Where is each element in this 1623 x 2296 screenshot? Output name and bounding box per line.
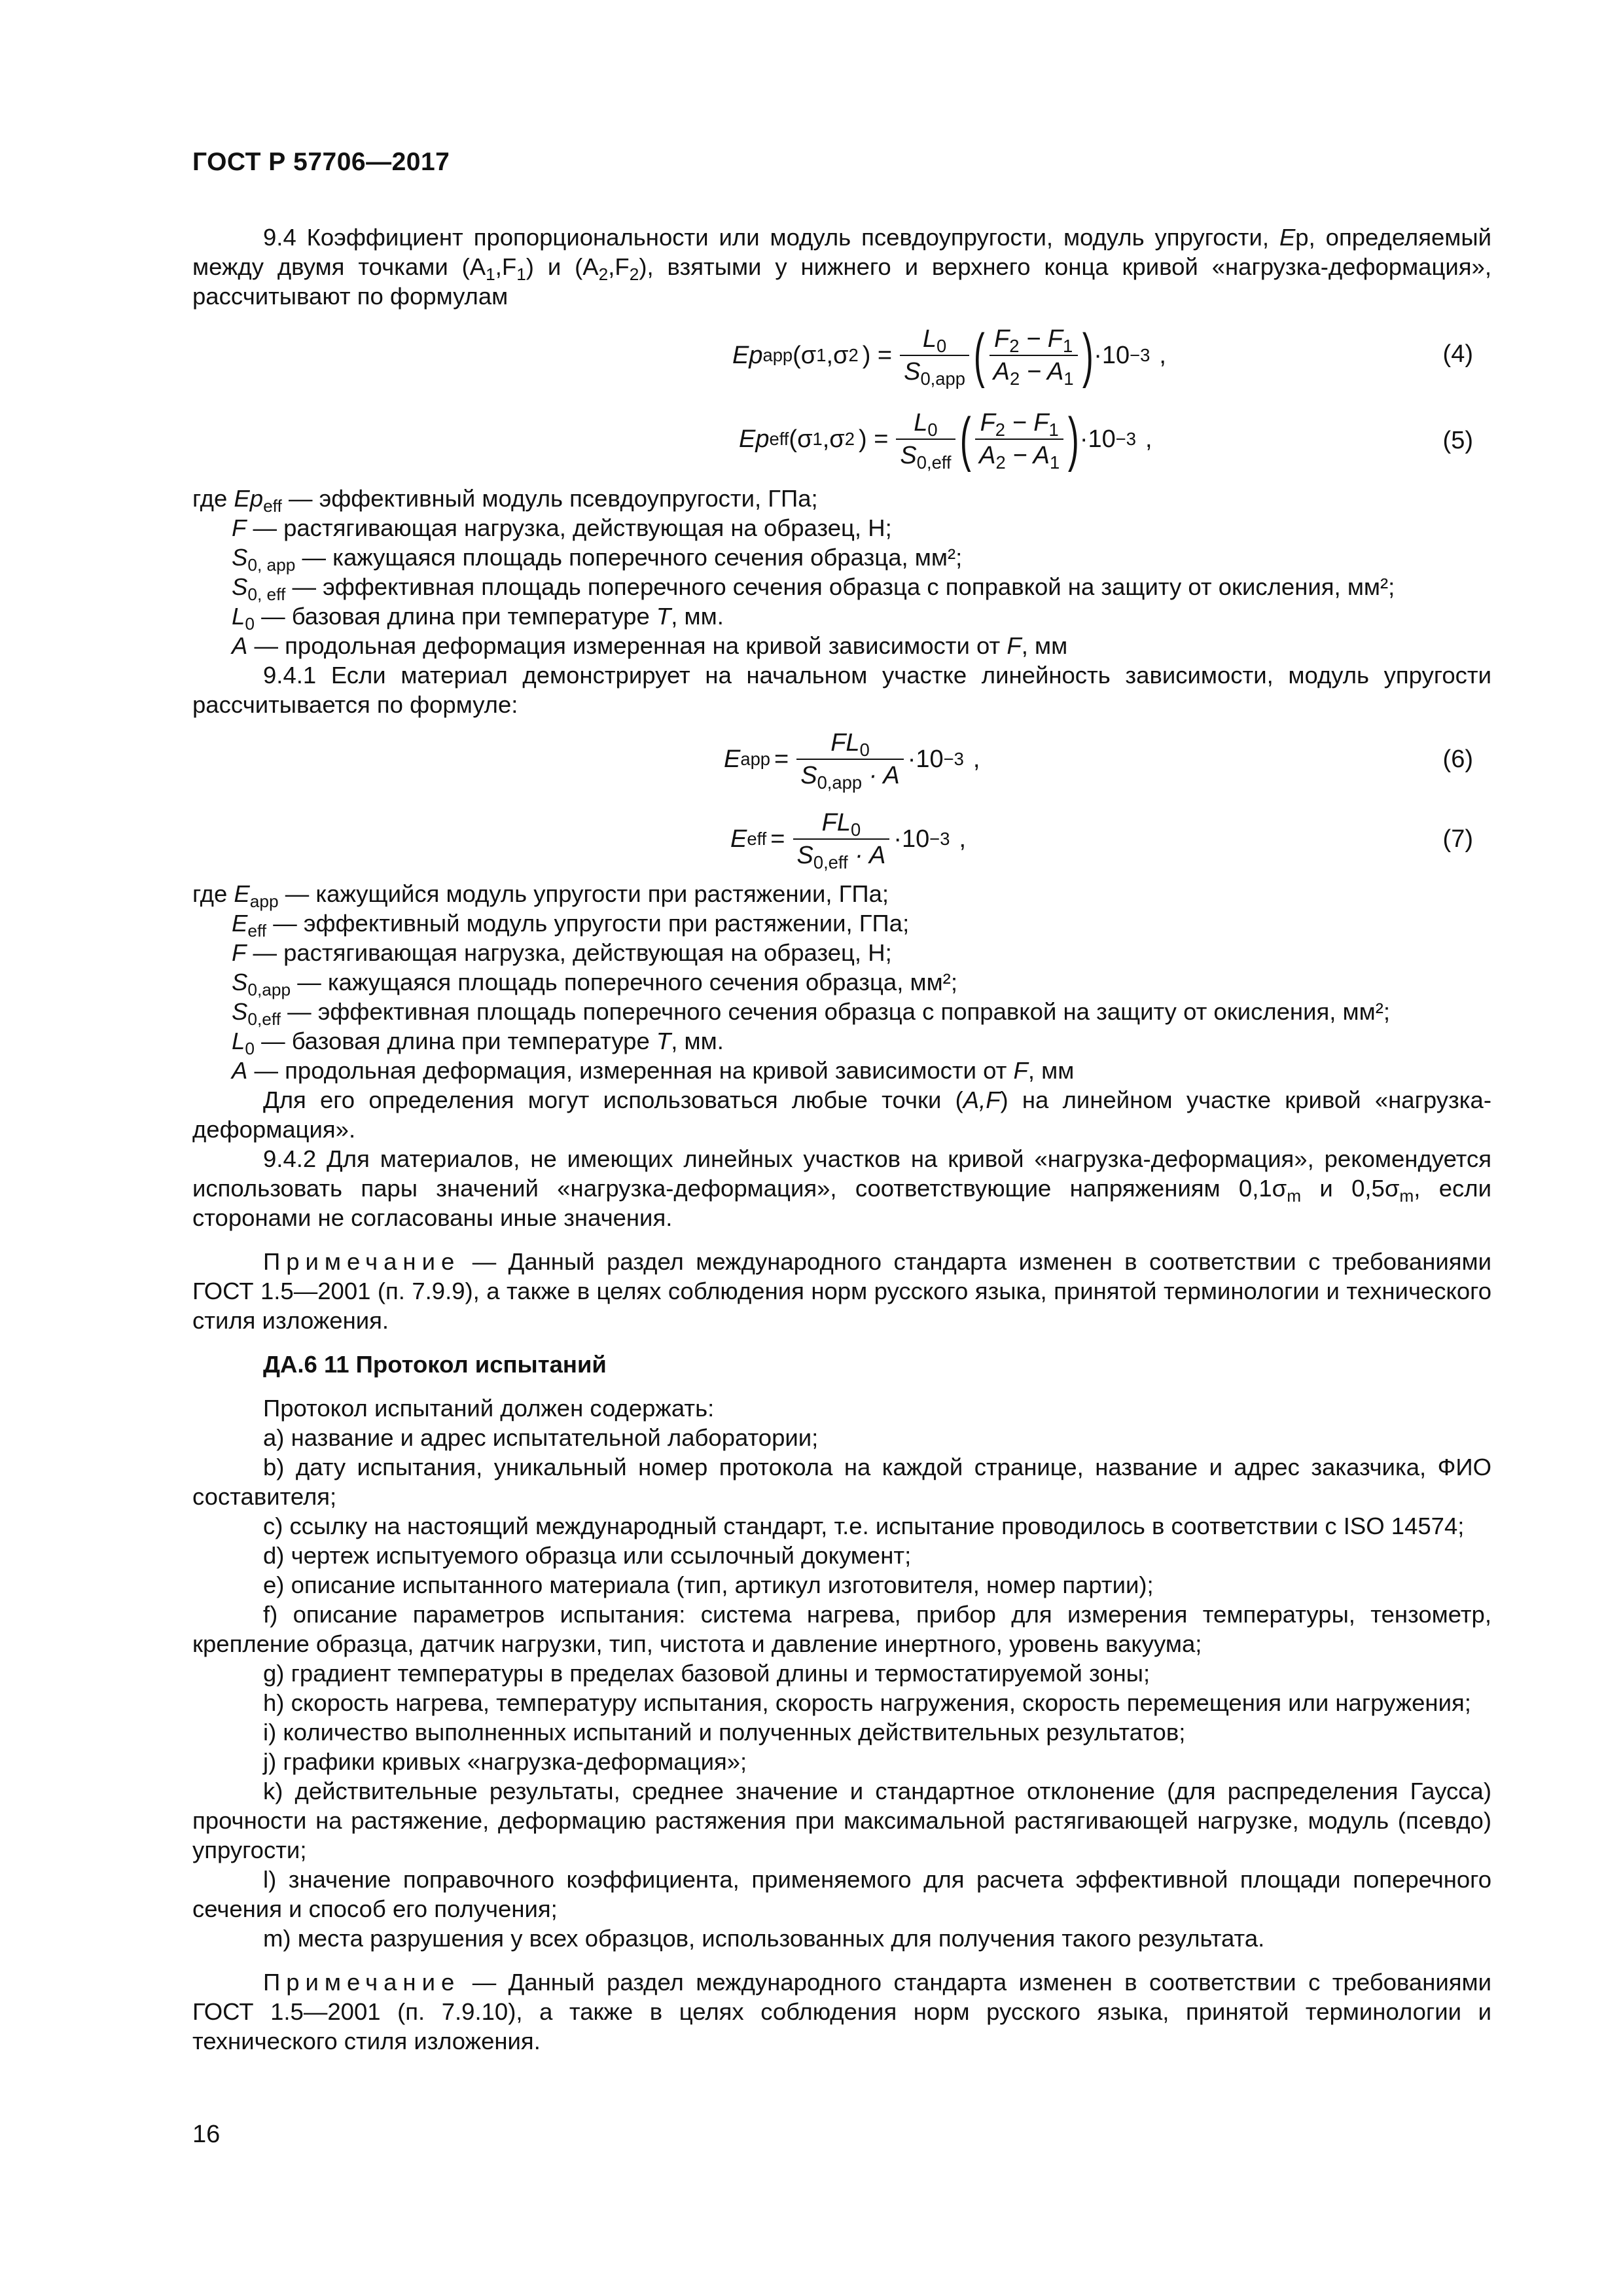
- list-item: e) описание испытанного материала (тип, артикул изготовителя, номер партии);: [263, 1571, 1154, 1598]
- formula-number: (6): [1442, 745, 1473, 773]
- list-intro: Протокол испытаний должен содержать:: [263, 1395, 715, 1422]
- definition-item: $S_{0, app}$ — кажущаяся площадь поперечного сечения образца, мм²;: [232, 544, 963, 575]
- definitions-list-1: [192, 484, 1491, 660]
- fraction-force-over-deformation: $\frac{F_2 - F_1}{A_2 - A_1}$: [990, 326, 1078, 385]
- definition-note: Для его определения могут использоваться любые точки (A,F) на линейном участке кривой «нагрузка-деформация».: [192, 1086, 1491, 1143]
- section-heading: ДА.6 11 Протокол испытаний: [263, 1351, 607, 1378]
- note-paragraph: Примечание — Данный раздел международного стандарта изменен в соответствии с требованиями ГОСТ 1.5—2001 (п. 7.9.10), а также в целях соблюдения норм русского языка, принятой терминологии и технического стиля изложения.: [192, 1969, 1491, 2054]
- paragraph-9-4-2: 9.4.2 Для материалов, не имеющих линейных участков на кривой «нагрузка-деформация», рекомендуется использовать пары значений «нагрузка-деформация», соответствующие напряжениям $0,1\sigma_m$ и $0,5\sigma_m$, если сторонами не согласованы иные значения.: [192, 1145, 1491, 1231]
- formula-number: (7): [1442, 825, 1473, 853]
- list-item: f) описание параметров испытания: система нагрева, прибор для измерения температуры, тензометр, крепление образца, датчик нагрузки, тип, чистота и давление инертного, уровень вакуума;: [192, 1601, 1491, 1657]
- protocol-items-list: [192, 1423, 1491, 1953]
- paragraph-9-4: 9.4 Коэффициент пропорциональности или модуль псевдоупругости, модуль упругости, Ep, определяемый между двумя точками $(A_1,F_1)$ и $(A_2,F_2)$, взятыми у нижнего и верхнего конца кривой «нагрузка-деформация», рассчитывают по формулам: [192, 224, 1491, 310]
- fraction-l0-over-s0app: $\frac{L_0}{S_{0,app}}$: [900, 326, 969, 385]
- list-item: m) места разрушения у всех образцов, использованных для получения такого результата.: [263, 1925, 1265, 1952]
- fraction-fl0-over-s0eff-a: $\frac{FL_0}{S_{0,eff} \cdot A}$: [793, 810, 890, 869]
- formula-number: (5): [1442, 426, 1473, 454]
- definition-item: где $E_{app}$ — кажущийся модуль упругости при растяжении, ГПа;: [192, 880, 889, 911]
- definition-item: $E_{eff}$ — эффективный модуль упругости при растяжении, ГПа;: [232, 910, 910, 941]
- fraction-fl0-over-s0app-a: $\frac{FL_0}{S_{0,app} \cdot A}$: [796, 730, 904, 789]
- list-item: j) графики кривых «нагрузка-деформация»;: [263, 1748, 747, 1775]
- definition-item: $L_0$ — базовая длина при температуре T, мм.: [232, 603, 724, 634]
- definition-item: A — продольная деформация, измеренная на кривой зависимости от F, мм: [232, 1057, 1075, 1084]
- definition-item: $S_{0, eff}$ — эффективная площадь поперечного сечения образца с поправкой на защиту от окисления, мм²;: [232, 573, 1395, 604]
- page-number: 16: [192, 2121, 221, 2148]
- formula-number: (4): [1442, 340, 1473, 368]
- list-item: h) скорость нагрева, температуру испытания, скорость нагружения, скорость перемещения или нагружения;: [263, 1689, 1471, 1716]
- standard-header: ГОСТ Р 57706—2017: [192, 148, 450, 176]
- list-item: k) действительные результаты, среднее значение и стандартное отклонение (для распределения Гаусса) прочности на растяжение, деформацию растяжения при максимальной растягивающей нагрузке, модуль (псевдо) упругости;: [192, 1778, 1491, 1863]
- fraction-l0-over-s0eff: $\frac{L_0}{S_{0,eff}}$: [896, 410, 955, 469]
- fraction-force-over-deformation: $\frac{F_2 - F_1}{A_2 - A_1}$: [975, 410, 1063, 469]
- list-item: i) количество выполненных испытаний и полученных действительных результатов;: [263, 1719, 1186, 1746]
- definition-item: A — продольная деформация измеренная на кривой зависимости от F, мм: [232, 632, 1068, 659]
- list-item: g) градиент температуры в пределах базовой длины и термостатируемой зоны;: [263, 1660, 1150, 1687]
- definition-item: F — растягивающая нагрузка, действующая на образец, Н;: [232, 514, 892, 541]
- list-item: c) ссылку на настоящий международный стандарт, т.е. испытание проводилось в соответствии с ISO 14574;: [263, 1513, 1465, 1539]
- page-content: [192, 223, 1491, 2056]
- list-item: b) дату испытания, уникальный номер протокола на каждой странице, название и адрес заказчика, ФИО составителя;: [192, 1454, 1491, 1510]
- list-item: a) название и адрес испытательной лаборатории;: [263, 1424, 819, 1451]
- paragraph-9-4-1: 9.4.1 Если материал демонстрирует на начальном участке линейность зависимости, модуль упругости рассчитывается по формуле:: [192, 662, 1491, 718]
- definition-item: $S_{0,eff}$ — эффективная площадь поперечного сечения образца с поправкой на защиту от окисления, мм²;: [232, 998, 1391, 1029]
- definition-item: F — растягивающая нагрузка, действующая на образец, Н;: [232, 939, 892, 966]
- note-paragraph: Примечание — Данный раздел международного стандарта изменен в соответствии с требованиями ГОСТ 1.5—2001 (п. 7.9.9), а также в целях соблюдения норм русского языка, принятой терминологии и технического стиля изложения.: [192, 1248, 1491, 1334]
- definition-item: $L_0$ — базовая длина при температуре T, мм.: [232, 1028, 724, 1058]
- list-item: d) чертеж испытуемого образца или ссылочный документ;: [263, 1542, 912, 1569]
- definition-item: $S_{0,app}$ — кажущаяся площадь поперечного сечения образца, мм²;: [232, 969, 957, 999]
- definition-item: где $Ep_{eff}$ — эффективный модуль псевдоупругости, ГПа;: [192, 485, 818, 516]
- formula-6: E app = $\frac{FL_0}{S_{0,app} \cdot A}$ ·10 −3 , (6): [192, 719, 1491, 799]
- formula-5: Ep eff (σ 1 ,σ 2 ) = $\frac{L_0}{S_{0,eff}}$ ( $\frac{F_2 - F_1}{A_2 - A_1}$ ) ·10 −3 , (5): [192, 397, 1491, 484]
- formula-4: Ep app (σ 1 ,σ 2 ) = $\frac{L_0}{S_{0,app}}$ ( $\frac{F_2 - F_1}{A_2 - A_1}$ ) ·10 −3 , (4): [192, 311, 1491, 397]
- formula-7: E eff = $\frac{FL_0}{S_{0,eff} \cdot A}$ ·10 −3 , (7): [192, 799, 1491, 879]
- list-item: l) значение поправочного коэффициента, применяемого для расчета эффективной площади поперечного сечения и способ его получения;: [192, 1866, 1491, 1922]
- definitions-list-2: [192, 879, 1491, 1144]
